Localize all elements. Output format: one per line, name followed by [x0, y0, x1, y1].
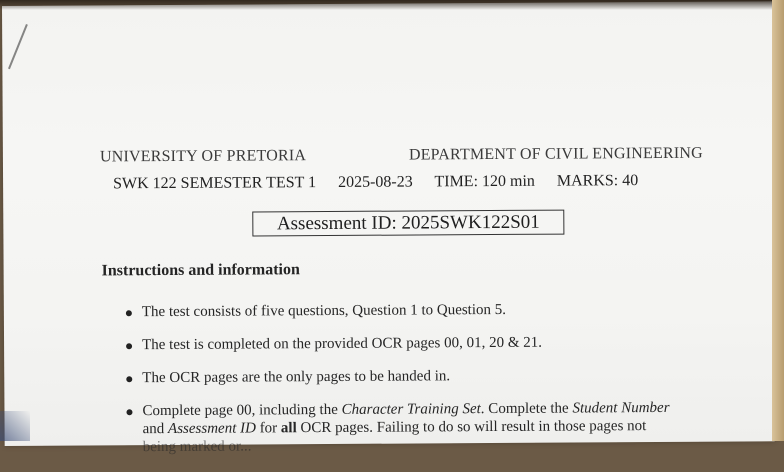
- test-date: 2025-08-23: [338, 173, 413, 191]
- list-item: The OCR pages are the only pages to be handed in.: [124, 366, 724, 388]
- document-content: [2, 1, 775, 456]
- test-time: TIME: 120 min: [434, 172, 535, 191]
- list-item: The test consists of five questions, Question 1 to Question 5.: [124, 300, 724, 322]
- item4-bold: all: [280, 420, 297, 437]
- top-shadow: [0, 0, 784, 10]
- item4-text-5: OCR pages. Failing to do so will result in those pages not: [296, 418, 647, 437]
- instructions-heading: Instructions and information: [101, 261, 300, 280]
- list-item: The test is completed on the provided OCR pages 00, 01, 20 & 21.: [124, 333, 724, 355]
- test-name: SWK 122 SEMESTER TEST 1: [113, 174, 317, 193]
- assessment-id-box: Assessment ID: 2025SWK122S01: [252, 210, 564, 237]
- instructions-list: [124, 300, 725, 472]
- desk-edge: [772, 0, 784, 441]
- paper-sheet: [2, 1, 775, 456]
- department-name: DEPARTMENT OF CIVIL ENGINEERING: [408, 144, 703, 164]
- item4-emphasis-2: Student Number: [572, 399, 670, 417]
- item4-text-4: for: [255, 420, 281, 437]
- test-info-line: [113, 172, 656, 193]
- university-name: UNIVERSITY OF PRETORIA: [99, 147, 307, 166]
- corner-shadow: [0, 411, 30, 441]
- item4-emphasis-3: Assessment ID: [167, 420, 256, 437]
- item4-text-2: . Complete the: [480, 400, 573, 418]
- test-marks: MARKS: 40: [556, 172, 639, 190]
- item4-text-3: and: [142, 420, 169, 438]
- item4-emphasis-1: Character Training Set: [341, 401, 481, 418]
- item4-text-1: Complete page 00, including the: [142, 401, 342, 420]
- item4-text-6: being marked or...: [142, 438, 252, 456]
- list-item: [124, 399, 724, 457]
